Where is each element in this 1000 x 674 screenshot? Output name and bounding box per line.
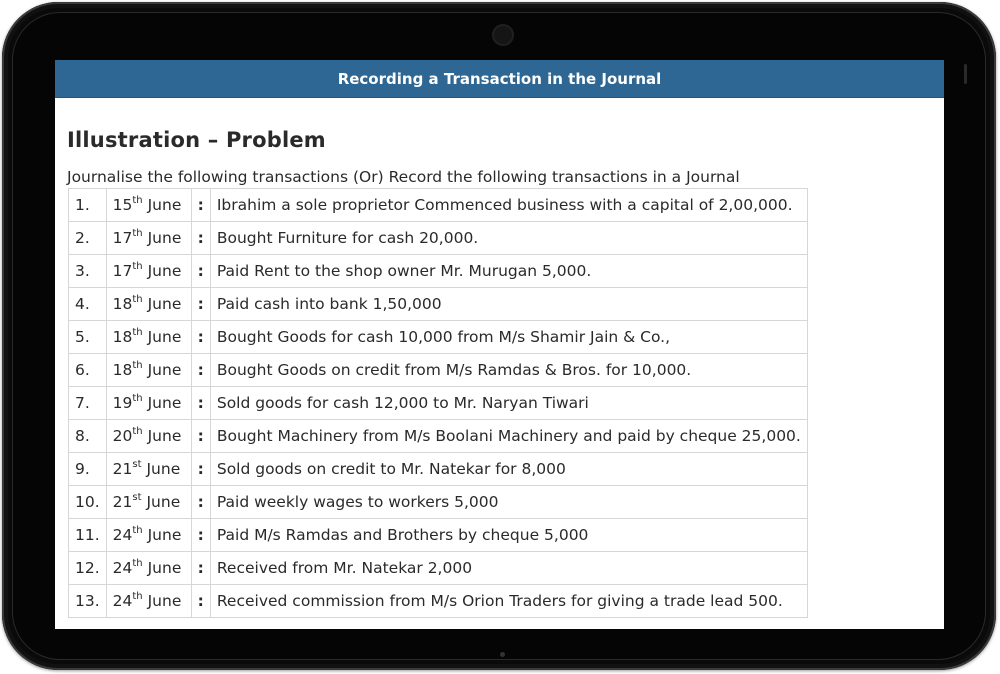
row-description: Received from Mr. Natekar 2,000 <box>210 552 807 585</box>
table-row <box>69 552 808 585</box>
row-number: 12. <box>69 552 107 585</box>
date-month: June <box>147 196 182 215</box>
date-month: June <box>147 229 182 248</box>
row-description: Ibrahim a sole proprietor Commenced business with a capital of 2,00,000. <box>210 189 807 222</box>
date-suffix: th <box>132 227 143 239</box>
row-description: Bought Goods for cash 10,000 from M/s Shamir Jain & Co., <box>210 321 807 354</box>
date-suffix: th <box>132 326 143 338</box>
row-date <box>106 288 191 321</box>
date-day: 20 <box>112 427 133 446</box>
date-day: 21 <box>112 493 133 512</box>
page-title-bar <box>55 60 944 98</box>
row-date <box>106 321 191 354</box>
table-row <box>69 420 808 453</box>
date-month: June <box>147 526 182 545</box>
table-row <box>69 387 808 420</box>
page-title: Recording a Transaction in the Journal <box>337 69 662 88</box>
date-suffix: th <box>132 194 143 206</box>
date-month: June <box>146 493 181 512</box>
date-month: June <box>147 427 182 446</box>
row-separator: : <box>191 453 210 486</box>
date-suffix: th <box>132 359 143 371</box>
table-row <box>69 354 808 387</box>
transactions-table <box>68 188 808 618</box>
table-row <box>69 189 808 222</box>
row-description: Sold goods on credit to Mr. Natekar for 8,000 <box>210 453 807 486</box>
row-number: 4. <box>69 288 107 321</box>
date-day: 18 <box>112 295 133 314</box>
row-separator: : <box>191 420 210 453</box>
date-day: 18 <box>112 328 133 347</box>
date-month: June <box>147 262 182 281</box>
date-day: 24 <box>112 592 133 611</box>
date-day: 19 <box>112 394 133 413</box>
row-description: Paid M/s Ramdas and Brothers by cheque 5,000 <box>210 519 807 552</box>
date-month: June <box>146 460 181 479</box>
row-number: 6. <box>69 354 107 387</box>
date-suffix: th <box>132 293 143 305</box>
date-suffix: st <box>132 491 142 503</box>
content-area <box>55 128 944 618</box>
row-description: Paid weekly wages to workers 5,000 <box>210 486 807 519</box>
row-date <box>106 519 191 552</box>
table-row <box>69 453 808 486</box>
table-row <box>69 222 808 255</box>
row-date <box>106 585 191 618</box>
row-date <box>106 453 191 486</box>
problem-statement: Journalise the following transactions (Or) Record the following transactions in a Journal <box>67 168 740 186</box>
row-separator: : <box>191 288 210 321</box>
row-description: Bought Furniture for cash 20,000. <box>210 222 807 255</box>
row-separator: : <box>191 321 210 354</box>
home-indicator <box>500 652 505 657</box>
date-day: 15 <box>112 196 133 215</box>
date-day: 17 <box>112 262 133 281</box>
row-separator: : <box>191 255 210 288</box>
date-month: June <box>147 592 182 611</box>
table-row <box>69 288 808 321</box>
row-description: Paid Rent to the shop owner Mr. Murugan 5,000. <box>210 255 807 288</box>
app-screen <box>55 60 944 629</box>
row-date <box>106 354 191 387</box>
row-number: 7. <box>69 387 107 420</box>
row-description: Bought Machinery from M/s Boolani Machinery and paid by cheque 25,000. <box>210 420 807 453</box>
row-separator: : <box>191 222 210 255</box>
table-row <box>69 255 808 288</box>
section-heading: Illustration – Problem <box>67 128 326 152</box>
row-separator: : <box>191 585 210 618</box>
date-day: 24 <box>112 526 133 545</box>
date-day: 17 <box>112 229 133 248</box>
date-day: 24 <box>112 559 133 578</box>
row-number: 13. <box>69 585 107 618</box>
row-number: 10. <box>69 486 107 519</box>
table-row <box>69 321 808 354</box>
row-date <box>106 420 191 453</box>
date-month: June <box>147 394 182 413</box>
date-suffix: th <box>132 524 143 536</box>
row-number: 11. <box>69 519 107 552</box>
table-row <box>69 519 808 552</box>
row-number: 1. <box>69 189 107 222</box>
side-sensor <box>964 64 967 84</box>
row-number: 3. <box>69 255 107 288</box>
row-date <box>106 189 191 222</box>
date-suffix: st <box>132 458 142 470</box>
row-date <box>106 255 191 288</box>
row-number: 9. <box>69 453 107 486</box>
row-date <box>106 387 191 420</box>
row-date <box>106 486 191 519</box>
row-separator: : <box>191 387 210 420</box>
row-separator: : <box>191 552 210 585</box>
table-row <box>69 585 808 618</box>
table-row <box>69 486 808 519</box>
camera-icon <box>492 24 514 46</box>
date-month: June <box>147 328 182 347</box>
date-day: 21 <box>112 460 133 479</box>
row-description: Received commission from M/s Orion Traders for giving a trade lead 500. <box>210 585 807 618</box>
row-separator: : <box>191 519 210 552</box>
row-number: 2. <box>69 222 107 255</box>
date-day: 18 <box>112 361 133 380</box>
date-suffix: th <box>132 590 143 602</box>
date-month: June <box>147 295 182 314</box>
date-month: June <box>147 361 182 380</box>
date-suffix: th <box>132 260 143 272</box>
date-suffix: th <box>132 392 143 404</box>
row-date <box>106 552 191 585</box>
row-separator: : <box>191 189 210 222</box>
row-description: Bought Goods on credit from M/s Ramdas & Bros. for 10,000. <box>210 354 807 387</box>
row-separator: : <box>191 354 210 387</box>
row-separator: : <box>191 486 210 519</box>
row-description: Sold goods for cash 12,000 to Mr. Naryan Tiwari <box>210 387 807 420</box>
row-date <box>106 222 191 255</box>
row-description: Paid cash into bank 1,50,000 <box>210 288 807 321</box>
row-number: 5. <box>69 321 107 354</box>
date-month: June <box>147 559 182 578</box>
row-number: 8. <box>69 420 107 453</box>
date-suffix: th <box>132 425 143 437</box>
date-suffix: th <box>132 557 143 569</box>
